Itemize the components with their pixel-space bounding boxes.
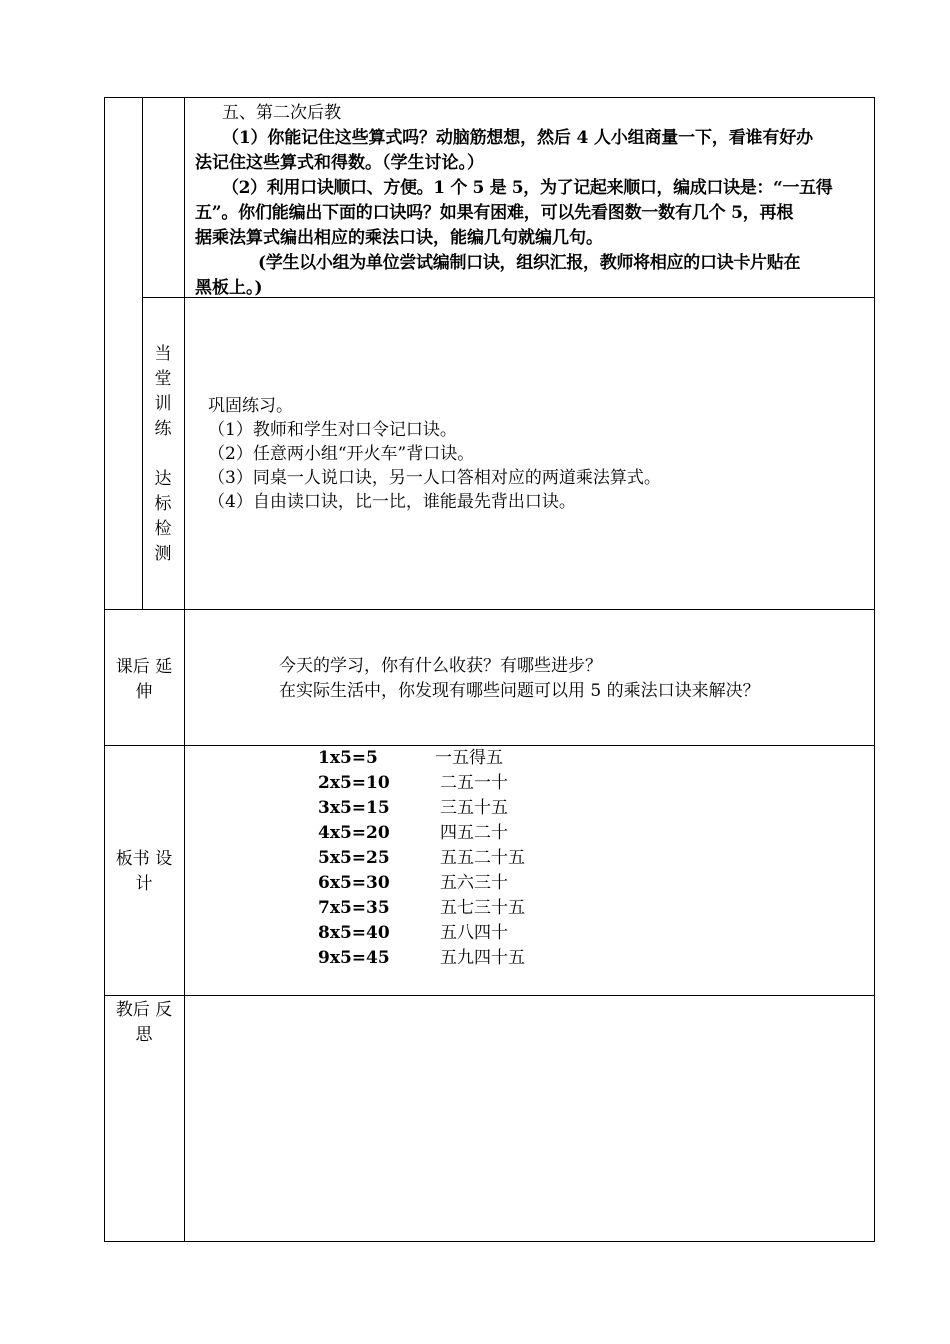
board-equation: 5x5=25: [318, 848, 390, 868]
practice-side-label-1: 当堂训练: [154, 344, 172, 439]
table-border-right: [874, 97, 875, 1242]
practice-item-3: （3）同桌一人说口诀，另一人口答相对应的两道乘法算式。: [208, 468, 661, 488]
extension-question-1: 今天的学习，你有什么收获？有哪些进步？: [279, 656, 602, 676]
board-row: [318, 796, 578, 821]
board-rhyme: 三五十五: [440, 798, 508, 818]
board-rhyme: 五七三十五: [440, 898, 525, 918]
board-equation: 1x5=5: [318, 748, 378, 768]
board-rows: [318, 746, 578, 976]
practice-item-4: （4）自由读口诀，比一比，谁能最先背出口诀。: [208, 492, 576, 512]
reflection-label-line-1: 教后 反: [115, 1000, 173, 1020]
board-equation: 7x5=35: [318, 898, 390, 918]
board-row: [318, 871, 578, 896]
board-rhyme: 五五二十五: [440, 848, 525, 868]
board-row: [318, 771, 578, 796]
paragraph-1-line-1: （1）你能记住这些算式吗？动脑筋想想，然后 4 人小组商量一下，看谁有好办: [222, 128, 813, 148]
board-equation: 9x5=45: [318, 948, 390, 968]
board-row: [318, 896, 578, 921]
board-rhyme: 一五得五: [435, 748, 503, 768]
board-rhyme: 五八四十: [440, 923, 508, 943]
board-row: [318, 946, 578, 971]
paragraph-2-line-1: （2）利用口诀顺口、方便。1 个 5 是 5，为了记起来顺口，编成口诀是：“一五得: [222, 178, 833, 198]
board-equation: 6x5=30: [318, 873, 390, 893]
practice-side-label-2: 达标检测: [154, 469, 172, 564]
board-equation: 4x5=20: [318, 823, 390, 843]
board-rhyme: 二五一十: [440, 773, 508, 793]
practice-item-2: （2）任意两小组“开火车”背口诀。: [208, 444, 475, 464]
board-equation: 2x5=10: [318, 773, 390, 793]
reflection-content-area[interactable]: [185, 996, 874, 1241]
practice-title: 巩固练习。: [208, 396, 293, 416]
extension-label-line-1: 课后 延: [115, 657, 173, 677]
row-divider-extension: [104, 609, 875, 610]
board-label-line-1: 板书 设: [115, 849, 173, 869]
section-heading: 五、第二次后教: [222, 103, 341, 123]
board-row: [318, 846, 578, 871]
board-row: [318, 921, 578, 946]
board-row: [318, 821, 578, 846]
board-equation: 3x5=15: [318, 798, 390, 818]
paragraph-3-line-1: (学生以小组为单位尝试编制口诀，组织汇报，教师将相应的口诀卡片贴在: [258, 253, 801, 273]
paragraph-3-line-2: 黑板上。): [195, 278, 263, 298]
board-rhyme: 四五二十: [440, 823, 508, 843]
board-equation: 8x5=40: [318, 923, 390, 943]
inner-column-divider: [142, 97, 143, 610]
table-border-bottom: [104, 1241, 875, 1242]
practice-item-1: （1）教师和学生对口令记口诀。: [208, 420, 457, 440]
board-row: [318, 746, 578, 771]
board-rhyme: 五九四十五: [440, 948, 525, 968]
paragraph-2-line-3: 据乘法算式编出相应的乘法口诀，能编几句就编几句。: [195, 228, 603, 248]
paragraph-1-line-2: 法记住这些算式和得数。（学生讨论。）: [195, 153, 484, 173]
extension-question-2: 在实际生活中，你发现有哪些问题可以用 5 的乘法口诀来解决？: [279, 681, 760, 701]
board-rhyme: 五六三十: [440, 873, 508, 893]
board-label-line-2: 计: [135, 874, 153, 894]
reflection-label-line-2: 思: [135, 1025, 153, 1045]
paragraph-2-line-2: 五”。你们能编出下面的口诀吗？如果有困难，可以先看图数一数有几个 5，再根: [195, 203, 794, 223]
extension-label-line-2: 伸: [135, 682, 153, 702]
table-border-top: [104, 97, 875, 98]
